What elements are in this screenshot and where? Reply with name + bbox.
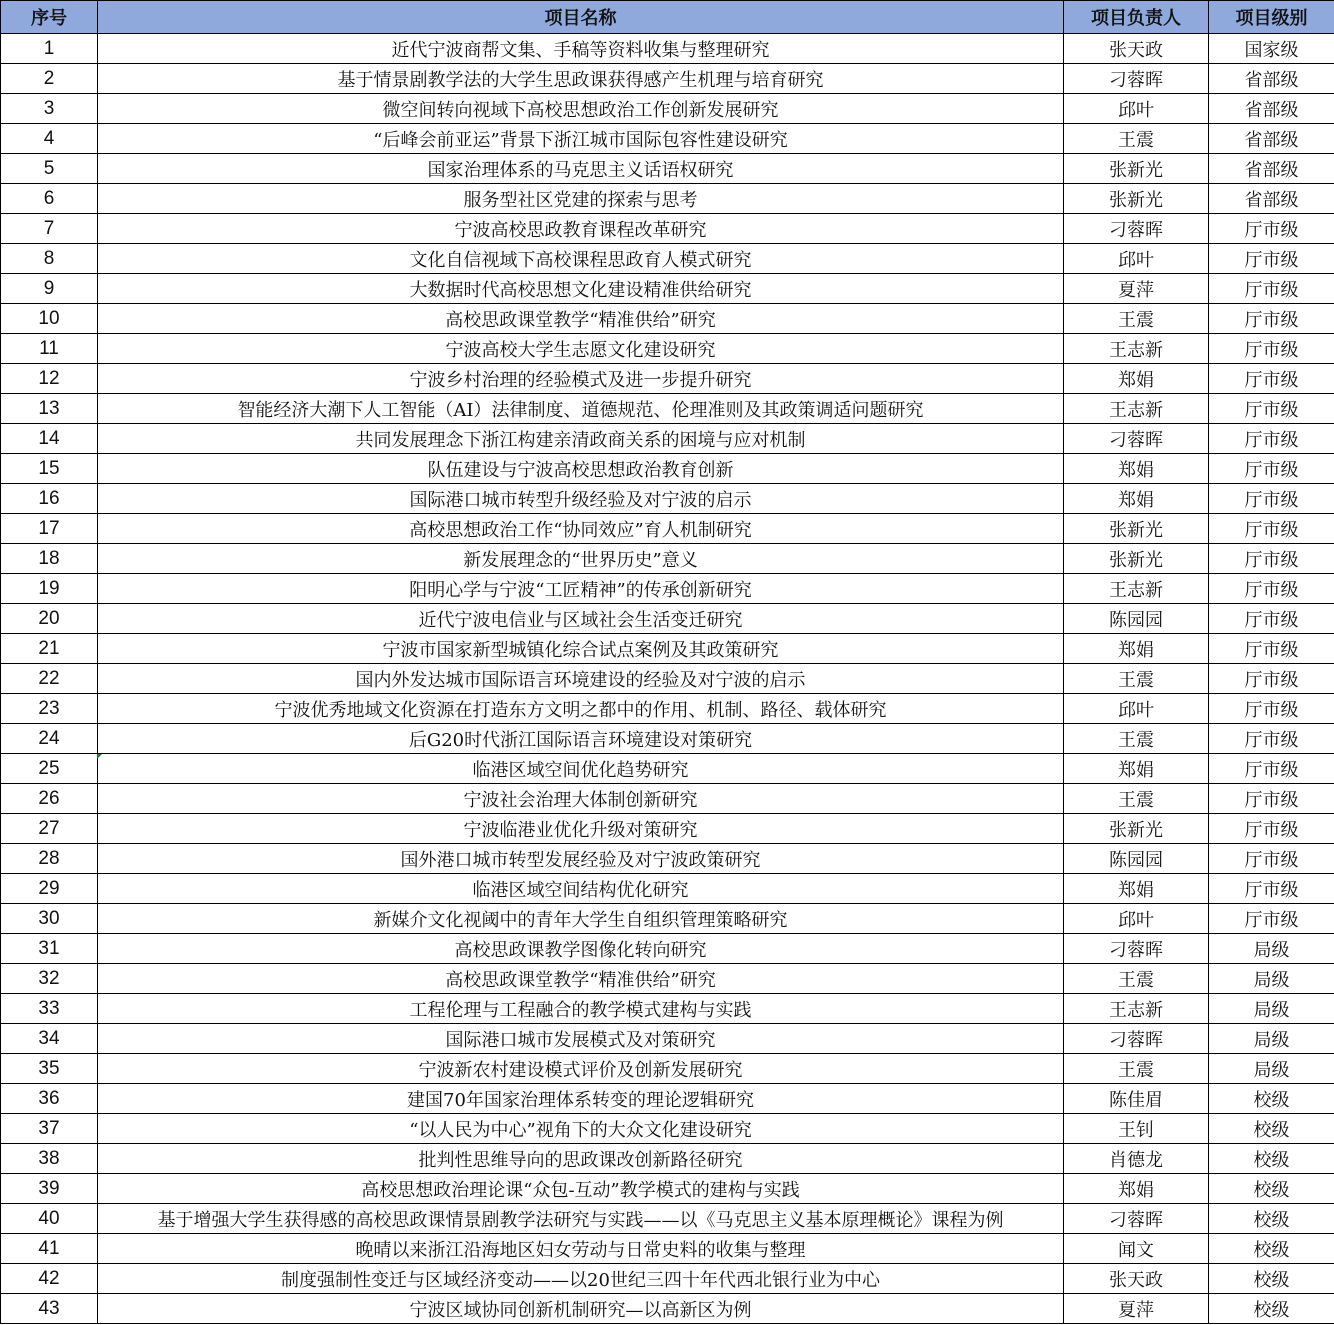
cell-no[interactable]: 3 (1, 94, 98, 124)
table-row (1, 1054, 1334, 1084)
table-row (1, 634, 1334, 664)
cell-project-name[interactable]: “后峰会前亚运”背景下浙江城市国际包容性建设研究 (98, 124, 1064, 154)
cell-level[interactable]: 厅市级 (1209, 634, 1334, 664)
table-row (1, 994, 1334, 1024)
table-row (1, 874, 1334, 904)
cell-no[interactable]: 37 (1, 1114, 98, 1144)
header-project-name: 项目名称 (98, 1, 1064, 34)
table-row (1, 424, 1334, 454)
table-row (1, 94, 1334, 124)
cell-project-name[interactable]: 制度强制性变迁与区域经济变动——以20世纪三四十年代西北银行业为中心 (98, 1264, 1064, 1294)
cell-project-name[interactable]: 临港区域空间结构优化研究 (98, 874, 1064, 904)
cell-level[interactable]: 厅市级 (1209, 694, 1334, 724)
cell-leader[interactable]: 陈园园 (1064, 844, 1209, 874)
cell-no[interactable]: 29 (1, 874, 98, 904)
cell-level[interactable]: 局级 (1209, 994, 1334, 1024)
cell-project-name[interactable]: 宁波市国家新型城镇化综合试点案例及其政策研究 (98, 634, 1064, 664)
cell-project-name[interactable]: 建国70年国家治理体系转变的理论逻辑研究 (98, 1084, 1064, 1114)
cell-leader[interactable]: 王志新 (1064, 994, 1209, 1024)
table-row (1, 454, 1334, 484)
cell-leader[interactable]: 郑娟 (1064, 634, 1209, 664)
cell-no[interactable]: 24 (1, 724, 98, 754)
table-row (1, 694, 1334, 724)
cell-leader[interactable]: 张天政 (1064, 34, 1209, 64)
cell-level[interactable]: 厅市级 (1209, 244, 1334, 274)
table-row (1, 724, 1334, 754)
cell-no[interactable]: 35 (1, 1054, 98, 1084)
cell-level[interactable]: 校级 (1209, 1234, 1334, 1264)
cell-level[interactable]: 厅市级 (1209, 484, 1334, 514)
table-row (1, 304, 1334, 334)
cell-project-name[interactable]: “以人民为中心”视角下的大众文化建设研究 (98, 1114, 1064, 1144)
table-row (1, 904, 1334, 934)
cell-level[interactable]: 厅市级 (1209, 784, 1334, 814)
cell-no[interactable]: 38 (1, 1144, 98, 1174)
cell-project-name[interactable]: 高校思想政治工作“协同效应”育人机制研究 (98, 514, 1064, 544)
cell-leader[interactable]: 张新光 (1064, 514, 1209, 544)
cell-no[interactable]: 25 (1, 754, 98, 784)
cell-level[interactable]: 省部级 (1209, 124, 1334, 154)
table-row (1, 514, 1334, 544)
cell-no[interactable]: 26 (1, 784, 98, 814)
cell-no[interactable]: 18 (1, 544, 98, 574)
cell-project-name[interactable]: 后G20时代浙江国际语言环境建设对策研究 (98, 724, 1064, 754)
cell-leader[interactable]: 王震 (1064, 664, 1209, 694)
cell-leader[interactable]: 王震 (1064, 304, 1209, 334)
cell-no[interactable]: 12 (1, 364, 98, 394)
cell-leader[interactable]: 张天政 (1064, 1264, 1209, 1294)
header-level: 项目级别 (1209, 1, 1334, 34)
table-row (1, 34, 1334, 64)
cell-no[interactable]: 5 (1, 154, 98, 184)
cell-no[interactable]: 13 (1, 394, 98, 424)
cell-level[interactable]: 国家级 (1209, 34, 1334, 64)
cell-no[interactable]: 27 (1, 814, 98, 844)
cell-project-name[interactable]: 新媒介文化视阈中的青年大学生自组织管理策略研究 (98, 904, 1064, 934)
cell-project-name[interactable]: 队伍建设与宁波高校思想政治教育创新 (98, 454, 1064, 484)
cell-leader[interactable]: 郑娟 (1064, 874, 1209, 904)
cell-level[interactable]: 厅市级 (1209, 724, 1334, 754)
cell-level[interactable]: 省部级 (1209, 154, 1334, 184)
cell-no[interactable]: 2 (1, 64, 98, 94)
cell-project-name[interactable]: 基于情景剧教学法的大学生思政课获得感产生机理与培育研究 (98, 64, 1064, 94)
cell-project-name[interactable]: 宁波优秀地域文化资源在打造东方文明之都中的作用、机制、路径、载体研究 (98, 694, 1064, 724)
cell-project-name[interactable]: 晚晴以来浙江沿海地区妇女劳动与日常史料的收集与整理 (98, 1234, 1064, 1264)
table-row (1, 1264, 1334, 1294)
cell-leader[interactable]: 刁蓉晖 (1064, 1024, 1209, 1054)
cell-leader[interactable]: 张新光 (1064, 814, 1209, 844)
cell-no[interactable]: 8 (1, 244, 98, 274)
cell-level[interactable]: 厅市级 (1209, 424, 1334, 454)
table-row (1, 394, 1334, 424)
cell-level[interactable]: 校级 (1209, 1114, 1334, 1144)
header-no: 序号 (1, 1, 98, 34)
cell-project-name[interactable]: 宁波高校大学生志愿文化建设研究 (98, 334, 1064, 364)
cell-leader[interactable]: 陈园园 (1064, 604, 1209, 634)
table-row (1, 784, 1334, 814)
cell-leader[interactable]: 邱叶 (1064, 244, 1209, 274)
cell-leader[interactable]: 郑娟 (1064, 1174, 1209, 1204)
table-row (1, 154, 1334, 184)
table-row (1, 664, 1334, 694)
cell-leader[interactable]: 刁蓉晖 (1064, 1204, 1209, 1234)
header-row (1, 1, 1334, 34)
cell-level[interactable]: 局级 (1209, 1054, 1334, 1084)
cell-level[interactable]: 省部级 (1209, 64, 1334, 94)
table-row (1, 334, 1334, 364)
cell-leader[interactable]: 王志新 (1064, 394, 1209, 424)
cell-leader[interactable]: 王震 (1064, 1054, 1209, 1084)
cell-no[interactable]: 34 (1, 1024, 98, 1054)
cell-leader[interactable]: 刁蓉晖 (1064, 934, 1209, 964)
cell-project-name[interactable]: 微空间转向视域下高校思想政治工作创新发展研究 (98, 94, 1064, 124)
cell-project-name[interactable]: 基于增强大学生获得感的高校思政课情景剧教学法研究与实践——以《马克思主义基本原理概论》课程为例 (98, 1204, 1064, 1234)
cell-project-name[interactable]: 宁波社会治理大体制创新研究 (98, 784, 1064, 814)
cell-leader[interactable]: 张新光 (1064, 154, 1209, 184)
table-row (1, 214, 1334, 244)
cell-project-name[interactable]: 高校思想政治理论课“众包-互动”教学模式的建构与实践 (98, 1174, 1064, 1204)
cell-leader[interactable]: 郑娟 (1064, 484, 1209, 514)
cell-leader[interactable]: 闻文 (1064, 1234, 1209, 1264)
cell-project-name[interactable]: 批判性思维导向的思政课改创新路径研究 (98, 1144, 1064, 1174)
cell-project-name[interactable]: 国际港口城市转型升级经验及对宁波的启示 (98, 484, 1064, 514)
cell-level[interactable]: 厅市级 (1209, 604, 1334, 634)
cell-project-name[interactable]: 临港区域空间优化趋势研究 (98, 754, 1064, 784)
cell-project-name[interactable]: 近代宁波商帮文集、手稿等资料收集与整理研究 (98, 34, 1064, 64)
cell-leader[interactable]: 邱叶 (1064, 94, 1209, 124)
cell-level[interactable]: 厅市级 (1209, 454, 1334, 484)
table-row (1, 64, 1334, 94)
cell-no[interactable]: 14 (1, 424, 98, 454)
cell-level[interactable]: 校级 (1209, 1294, 1334, 1324)
cell-project-name[interactable]: 文化自信视域下高校课程思政育人模式研究 (98, 244, 1064, 274)
cell-leader[interactable]: 刁蓉晖 (1064, 64, 1209, 94)
cell-project-name[interactable]: 宁波乡村治理的经验模式及进一步提升研究 (98, 364, 1064, 394)
cell-no[interactable]: 22 (1, 664, 98, 694)
table-row (1, 1114, 1334, 1144)
cell-no[interactable]: 21 (1, 634, 98, 664)
cell-project-name[interactable]: 高校思政课堂教学“精准供给”研究 (98, 304, 1064, 334)
cell-level[interactable]: 校级 (1209, 1264, 1334, 1294)
table-row (1, 574, 1334, 604)
cell-no[interactable]: 36 (1, 1084, 98, 1114)
cell-leader[interactable]: 夏萍 (1064, 1294, 1209, 1324)
cell-project-name[interactable]: 大数据时代高校思想文化建设精准供给研究 (98, 274, 1064, 304)
table-row (1, 934, 1334, 964)
cell-leader[interactable]: 邱叶 (1064, 904, 1209, 934)
cell-project-name[interactable]: 新发展理念的“世界历史”意义 (98, 544, 1064, 574)
table-row (1, 184, 1334, 214)
cell-leader[interactable]: 王钊 (1064, 1114, 1209, 1144)
cell-no[interactable]: 15 (1, 454, 98, 484)
cell-no[interactable]: 32 (1, 964, 98, 994)
cell-leader[interactable]: 陈佳眉 (1064, 1084, 1209, 1114)
cell-no[interactable]: 9 (1, 274, 98, 304)
table-row (1, 1024, 1334, 1054)
cell-level[interactable]: 厅市级 (1209, 904, 1334, 934)
cell-leader[interactable]: 刁蓉晖 (1064, 424, 1209, 454)
cell-leader[interactable]: 王志新 (1064, 574, 1209, 604)
cell-no[interactable]: 17 (1, 514, 98, 544)
cell-no[interactable]: 42 (1, 1264, 98, 1294)
cell-level[interactable]: 厅市级 (1209, 304, 1334, 334)
cell-leader[interactable]: 邱叶 (1064, 694, 1209, 724)
cell-no[interactable]: 30 (1, 904, 98, 934)
cell-project-name[interactable]: 服务型社区党建的探索与思考 (98, 184, 1064, 214)
table-row (1, 814, 1334, 844)
cell-no[interactable]: 43 (1, 1294, 98, 1324)
table-row (1, 244, 1334, 274)
cell-level[interactable]: 厅市级 (1209, 274, 1334, 304)
cell-no[interactable]: 19 (1, 574, 98, 604)
cell-level[interactable]: 厅市级 (1209, 574, 1334, 604)
cell-no[interactable]: 10 (1, 304, 98, 334)
cell-project-name[interactable]: 国内外发达城市国际语言环境建设的经验及对宁波的启示 (98, 664, 1064, 694)
cell-leader[interactable]: 张新光 (1064, 184, 1209, 214)
cell-leader[interactable]: 郑娟 (1064, 454, 1209, 484)
cell-level[interactable]: 校级 (1209, 1174, 1334, 1204)
cell-leader[interactable]: 张新光 (1064, 544, 1209, 574)
cell-project-name[interactable]: 国家治理体系的马克思主义话语权研究 (98, 154, 1064, 184)
cell-no[interactable]: 6 (1, 184, 98, 214)
cell-leader[interactable]: 王震 (1064, 964, 1209, 994)
cell-no[interactable]: 16 (1, 484, 98, 514)
cell-leader[interactable]: 肖德龙 (1064, 1144, 1209, 1174)
cell-no[interactable]: 28 (1, 844, 98, 874)
table-row (1, 484, 1334, 514)
cell-level[interactable]: 校级 (1209, 1204, 1334, 1234)
table-row (1, 1174, 1334, 1204)
cell-level[interactable]: 厅市级 (1209, 364, 1334, 394)
cell-project-name[interactable]: 国际港口城市发展模式及对策研究 (98, 1024, 1064, 1054)
table-row (1, 544, 1334, 574)
cell-project-name[interactable]: 宁波临港业优化升级对策研究 (98, 814, 1064, 844)
cell-no[interactable]: 20 (1, 604, 98, 634)
cell-level[interactable]: 厅市级 (1209, 544, 1334, 574)
cell-project-name[interactable]: 智能经济大潮下人工智能（AI）法律制度、道德规范、伦理准则及其政策调适问题研究 (98, 394, 1064, 424)
cell-level[interactable]: 厅市级 (1209, 664, 1334, 694)
cell-project-name[interactable]: 高校思政课教学图像化转向研究 (98, 934, 1064, 964)
table-row (1, 604, 1334, 634)
cell-project-name[interactable]: 共同发展理念下浙江构建亲清政商关系的困境与应对机制 (98, 424, 1064, 454)
cell-comment-marker (97, 754, 102, 759)
cell-project-name[interactable]: 近代宁波电信业与区域社会生活变迁研究 (98, 604, 1064, 634)
cell-leader[interactable]: 王震 (1064, 124, 1209, 154)
cell-level[interactable]: 厅市级 (1209, 394, 1334, 424)
table-row (1, 1204, 1334, 1234)
cell-project-name[interactable]: 工程伦理与工程融合的教学模式建构与实践 (98, 994, 1064, 1024)
cell-leader[interactable]: 王震 (1064, 724, 1209, 754)
table-row (1, 1294, 1334, 1324)
table-row (1, 1084, 1334, 1114)
cell-no[interactable]: 33 (1, 994, 98, 1024)
cell-level[interactable]: 省部级 (1209, 184, 1334, 214)
table-row (1, 1234, 1334, 1264)
cell-no[interactable]: 40 (1, 1204, 98, 1234)
cell-leader[interactable]: 郑娟 (1064, 364, 1209, 394)
cell-leader[interactable]: 刁蓉晖 (1064, 214, 1209, 244)
cell-level[interactable]: 校级 (1209, 1144, 1334, 1174)
cell-level[interactable]: 厅市级 (1209, 874, 1334, 904)
table-row (1, 754, 1334, 784)
cell-no[interactable]: 1 (1, 34, 98, 64)
cell-no[interactable]: 11 (1, 334, 98, 364)
cell-level[interactable]: 厅市级 (1209, 514, 1334, 544)
cell-no[interactable]: 7 (1, 214, 98, 244)
cell-no[interactable]: 41 (1, 1234, 98, 1264)
cell-level[interactable]: 省部级 (1209, 94, 1334, 124)
cell-project-name[interactable]: 宁波区域协同创新机制研究—以高新区为例 (98, 1294, 1064, 1324)
cell-project-name[interactable]: 高校思政课堂教学“精准供给”研究 (98, 964, 1064, 994)
cell-project-name[interactable]: 宁波新农村建设模式评价及创新发展研究 (98, 1054, 1064, 1084)
cell-no[interactable]: 39 (1, 1174, 98, 1204)
cell-project-name[interactable]: 国外港口城市转型发展经验及对宁波政策研究 (98, 844, 1064, 874)
table-row (1, 274, 1334, 304)
cell-level[interactable]: 局级 (1209, 934, 1334, 964)
table-row (1, 844, 1334, 874)
cell-leader[interactable]: 郑娟 (1064, 754, 1209, 784)
cell-level[interactable]: 厅市级 (1209, 754, 1334, 784)
cell-project-name[interactable]: 阳明心学与宁波“工匠精神”的传承创新研究 (98, 574, 1064, 604)
header-leader: 项目负责人 (1064, 1, 1209, 34)
table-row (1, 124, 1334, 154)
cell-level[interactable]: 局级 (1209, 964, 1334, 994)
table-row (1, 964, 1334, 994)
cell-level[interactable]: 厅市级 (1209, 814, 1334, 844)
cell-level[interactable]: 厅市级 (1209, 844, 1334, 874)
cell-no[interactable]: 4 (1, 124, 98, 154)
cell-leader[interactable]: 王震 (1064, 784, 1209, 814)
cell-level[interactable]: 局级 (1209, 1024, 1334, 1054)
cell-level[interactable]: 校级 (1209, 1084, 1334, 1114)
cell-no[interactable]: 23 (1, 694, 98, 724)
cell-level[interactable]: 厅市级 (1209, 334, 1334, 364)
cell-level[interactable]: 厅市级 (1209, 214, 1334, 244)
cell-leader[interactable]: 王志新 (1064, 334, 1209, 364)
cell-project-name[interactable]: 宁波高校思政教育课程改革研究 (98, 214, 1064, 244)
cell-leader[interactable]: 夏萍 (1064, 274, 1209, 304)
table-row (1, 1144, 1334, 1174)
cell-no[interactable]: 31 (1, 934, 98, 964)
table-row (1, 364, 1334, 394)
